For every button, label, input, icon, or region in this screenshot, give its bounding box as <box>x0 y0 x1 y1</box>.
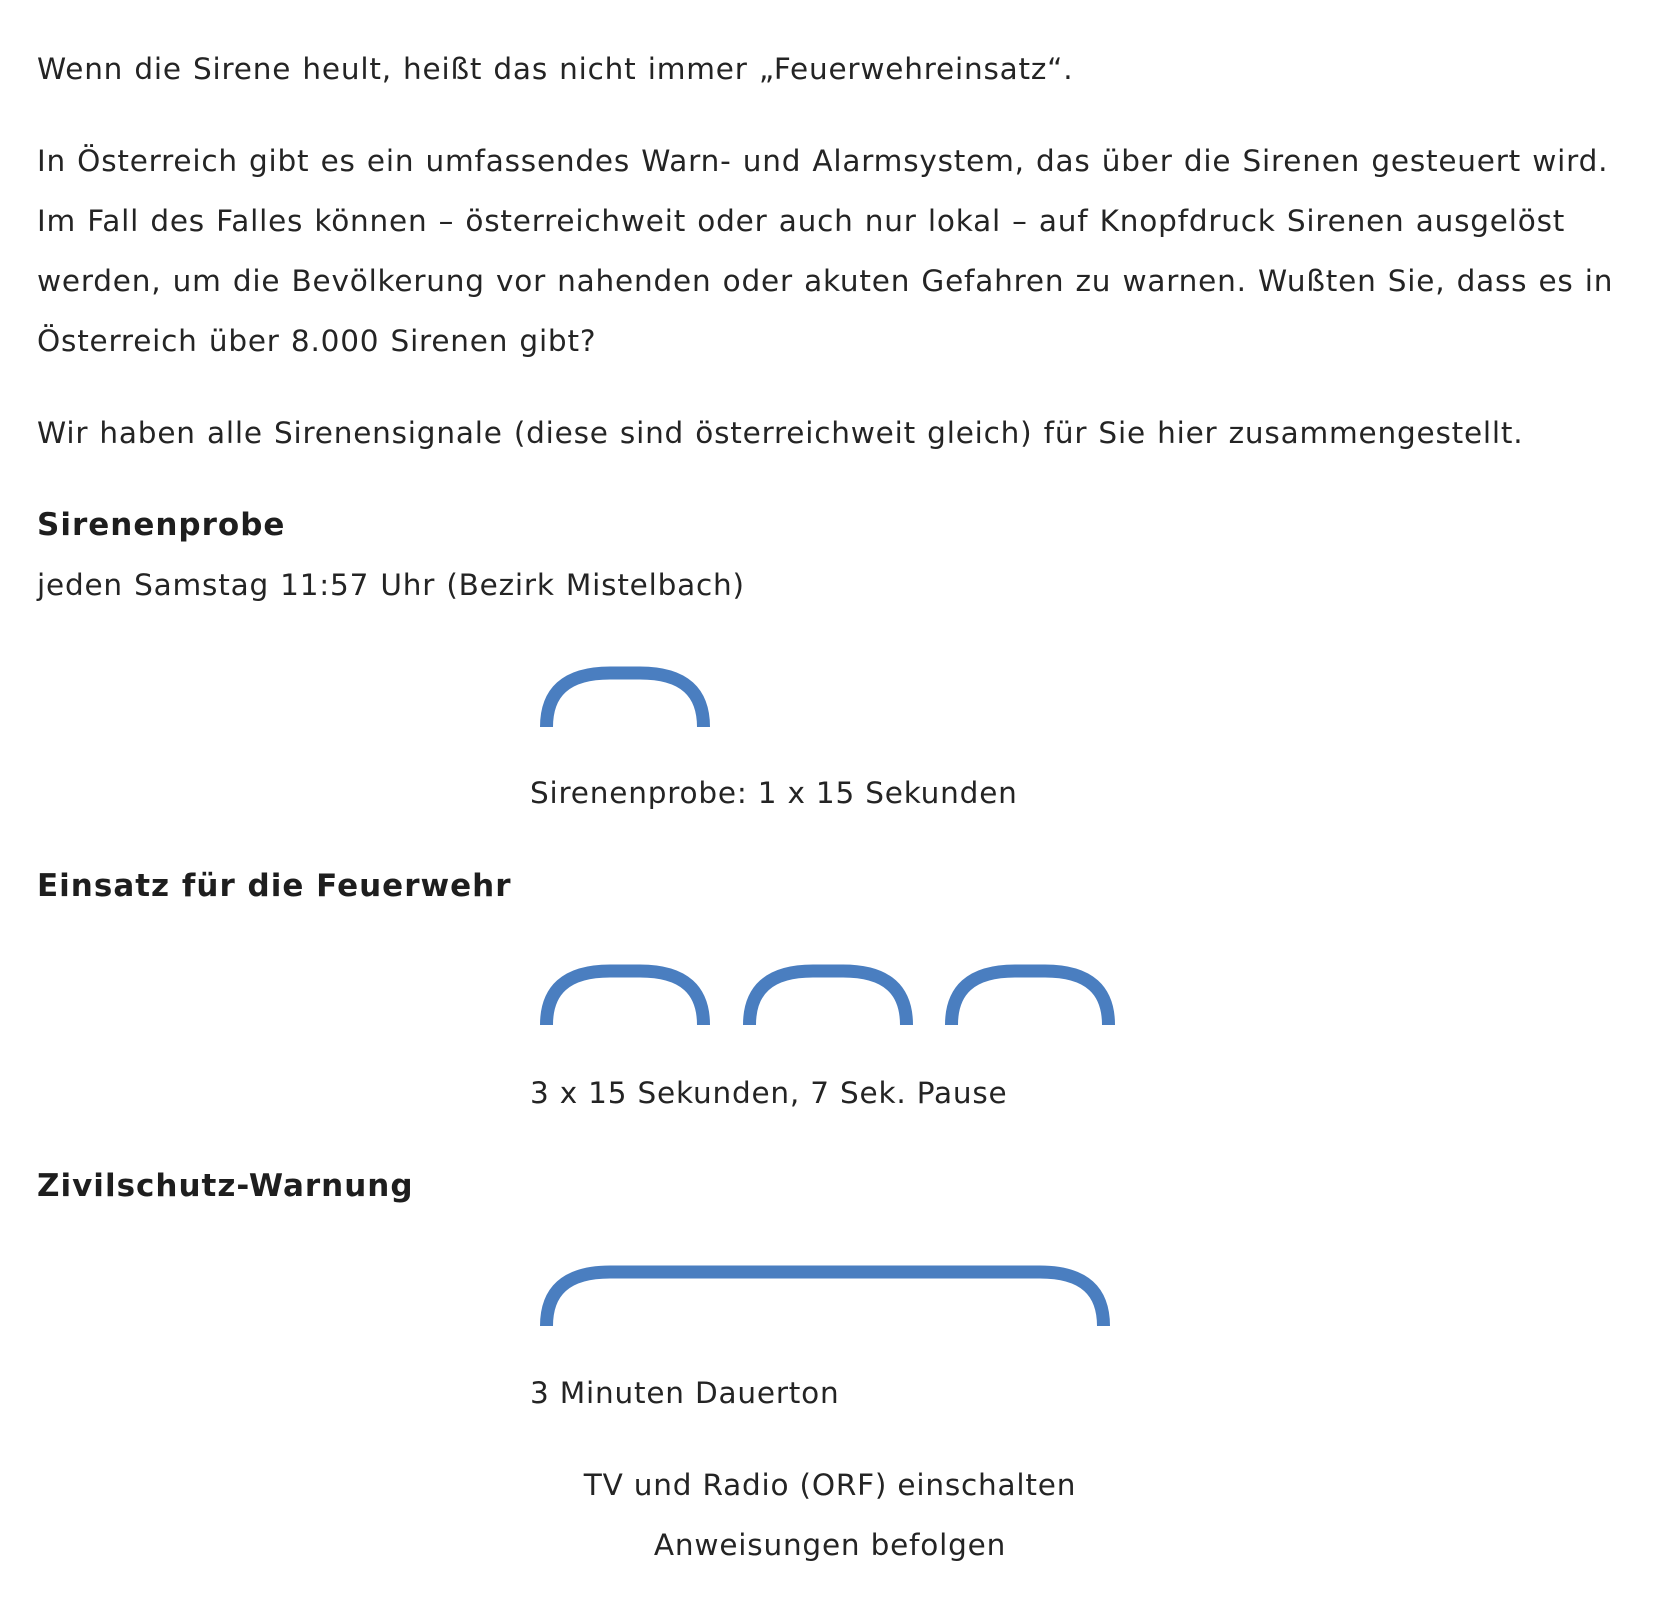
signal-caption-feuerwehr: 3 x 15 Sekunden, 7 Sek. Pause <box>530 1076 1008 1110</box>
instruction-line: TV und Radio (ORF) einschalten <box>583 1468 1077 1502</box>
signal-caption-sirenenprobe: Sirenenprobe: 1 x 15 Sekunden <box>530 776 1018 810</box>
intro-paragraph-2-line: Im Fall des Falles können – österreichweit oder auch nur lokal – auf Knopfdruck Sirenen ausgelöst <box>37 204 1566 238</box>
section-subtitle-sirenenprobe: jeden Samstag 11:57 Uhr (Bezirk Mistelbach) <box>37 568 745 602</box>
section-title-feuerwehr: Einsatz für die Feuerwehr <box>37 868 512 904</box>
instruction-line: Anweisungen befolgen <box>653 1528 1007 1562</box>
intro-paragraph-1: Wenn die Sirene heult, heißt das nicht immer „Feuerwehreinsatz“. <box>37 52 1074 86</box>
siren-tone-arc-icon <box>540 1264 1120 1329</box>
siren-tone-arc-icon <box>945 963 1125 1028</box>
siren-tone-arc-icon <box>743 963 923 1028</box>
intro-paragraph-2-line: Österreich über 8.000 Sirenen gibt? <box>37 324 597 358</box>
section-title-sirenenprobe: Sirenenprobe <box>37 507 286 543</box>
intro-paragraph-3: Wir haben alle Sirenensignale (diese sind österreichweit gleich) für Sie hier zusammengestellt. <box>37 416 1524 450</box>
intro-paragraph-2-line: In Österreich gibt es ein umfassendes Warn- und Alarmsystem, das über die Sirenen gesteuert wird. <box>37 144 1609 178</box>
intro-paragraph-2-line: werden, um die Bevölkerung vor nahenden oder akuten Gefahren zu warnen. Wußten Sie, dass es in <box>37 264 1614 298</box>
siren-tone-arc-icon <box>540 963 720 1028</box>
siren-tone-arc-icon <box>540 665 720 730</box>
section-title-zivilschutz: Zivilschutz-Warnung <box>37 1168 414 1204</box>
signal-caption-zivilschutz: 3 Minuten Dauerton <box>530 1376 840 1410</box>
